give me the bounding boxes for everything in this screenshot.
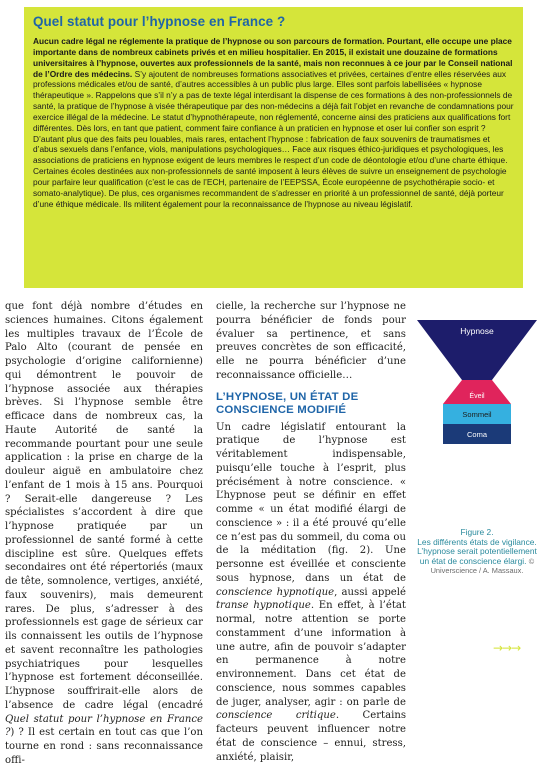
info-box [24, 7, 523, 288]
left-italic-ref: Quel statut pour l’hypnose en France ? [5, 713, 203, 739]
para2-italic-1: conscience hypnotique [216, 586, 335, 598]
continue-arrows-icon: →→→ [493, 641, 521, 655]
para2-a: Un cadre législatif entourant la pratique de l’hypnose est véritablement indispensable, puisqu’elle touche à l’esprit, plus précisément à notre conscience. « L’hypnose peut se définir en effet comme « un état modifié élargi de conscience » : il a été prouvé qu’elle ce n’est pas du sommeil, du coma ou de la méditation (fig. 2). Une personne est éveillée et consciente sous hypnose, dans un état de [216, 421, 406, 584]
caption-body: Les différents états de vigilance. L’hypnose serait potentiellement un état de conscience élargi. [417, 536, 537, 566]
middle-column [216, 300, 406, 764]
section-heading: L’HYPNOSE, UN ÉTAT DE CONSCIENCE MODIFIÉ [216, 390, 359, 416]
level-eveil-shape [443, 380, 511, 404]
left-text-after: ) ? Il est certain en tout cas que l’on tourne en rond : sans reconnaissance offi- [5, 727, 203, 766]
para2-d: . Certains facteurs peuvent influencer notre état de conscience – ennui, stress, anxiété, plaisir, [216, 710, 407, 763]
caption-credit: © Universcience / A. Massaux. [430, 556, 535, 576]
level-label-eveil: Éveil [469, 393, 485, 400]
caption-text [417, 538, 537, 576]
level-label-hypnose: Hypnose [460, 326, 494, 336]
box-title: Quel statut pour l’hypnose en France ? [33, 14, 286, 29]
level-label-coma: Coma [466, 430, 488, 439]
figure-caption [417, 528, 537, 576]
box-body: S’y ajoutent de nombreuses formations associatives et privées, certaines d’entre elles réservées aux professions médicales et/ou de santé, d’autres accessibles à un public plus large. Elles sont parfois labellisées « hypnose thérapeutique ». Rappelons que s’il n’y a pas de texte légal interdisant la dispense de ces formations à des non-professionnels de santé, la pratique de l’hypnose à visée thérapeutique par des non-médecins a déjà fait l’objet en revanche de condamnations pour exercice illégal de la médecine. Le statut d’hypnothérapeute, non réglementé, concerne ainsi des praticiens aux qualifications fort différentes. Dès lors, en tant que patient, comment faire confiance à un praticien en hypnose et oser lui confier son esprit ? D’autant plus que des faits peu louables, mais rares, entachent l’hypnose : fabrication de faux souvenirs de traumatismes et d’abus sexuels dans l’enfance, viols, manipulations psychologiques… Face aux risques éthico-juridiques et psychologiques, les associations de praticiens en hypnose exigent de leurs membres le respect d’un code de déontologie et/ou d’une charte éthique. Certaines écoles destinées aux non-professionnels de santé imposent à leurs élèves de suivre un enseignement de psychologie pour parfaire leur qualification (c’est le cas de l’ECH, partenaire de l’EEPSSA, École européenne de psychothérapie socio- et somato-analytique). De plus, ces organismes recommandent de s’adresser en priorité à un professionnel de santé, déjà porteur d’une éthique médicale. Ils militent également pour la reconnaissance de l’hypnose au niveau législatif. [33, 68, 514, 209]
middle-para-2 [216, 421, 406, 765]
caption-title: Figure 2. [460, 527, 494, 537]
left-column-text [5, 300, 203, 768]
para2-b: , aussi appelé [334, 586, 406, 598]
figure-2 [417, 300, 537, 630]
middle-para-1: cielle, la recherche sur l’hypnose ne pourra bénéficier de fonds pour évaluer sa pertinence, et sans preuves concrètes de son efficacité, elle ne pourra bénéficier d’une reconnaissance officielle… [216, 301, 406, 381]
box-text [33, 36, 516, 210]
para2-italic-3: conscience critique [216, 710, 336, 722]
para2-c: . En effet, à l’état normal, notre attention se porte constamment d’une information à une autre, afin de pouvoir s’adapter en permanence à notre environnement. Dans cet état de conscience, nous sommes capables de juger, analyser, agir : on parle de [216, 600, 406, 708]
level-label-sommeil: Sommeil [462, 410, 492, 419]
left-text-before: que font déjà nombre d’études en sciences humaines. Citons également les multiples travaux de l’École de Palo Alto (courant de pensée en psychologie d’origine californienne) qui démontrent le pouvoir de l’hypnose associée aux thérapies brèves. Si l’hypnose semble être efficace dans de nombreux cas, la Haute Autorité de santé la recommande pourtant pour une seule application : la prise en charge de la douleur aiguë en ambulatoire chez l’enfant de 1 mois à 15 ans. Pourquoi ? Serait-elle dangereuse ? Les spécialistes s’accordent à dire que l’hypnose pratiquée par un professionnel de santé formé à cette discipline est sûre. Quelques effets secondaires ont été répertoriés (maux de tête, somnolence, vertiges, anxiété, faux souvenirs), mais demeurent rares. De plus, s’adresser à des professionnels est gage de sérieux car ils connaissent les outils de l’hypnose et savent reconnaître les pathologies psychiatriques pour lesquelles l’hypnose est fortement déconseillée. L’hypnose souffrirait-elle alors de l’absence de cadre légal (encadré [5, 301, 203, 711]
para2-italic-2: transe hypnotique [216, 600, 311, 612]
vigilance-funnel-diagram [417, 300, 537, 522]
box-lead: Aucun cadre légal ne réglemente la pratique de l’hypnose ou son parcours de formation. Pourtant, elle occupe une place importante dans de nombreux cabinets privés et en milieu hospitalier. En 2015, il existait une douzaine de formations universitaires à l’hypnose, ouvertes aux professionnels de la santé, mais non reconnues à ce jour par le Conseil national de l’Ordre des médecins. [33, 36, 513, 79]
